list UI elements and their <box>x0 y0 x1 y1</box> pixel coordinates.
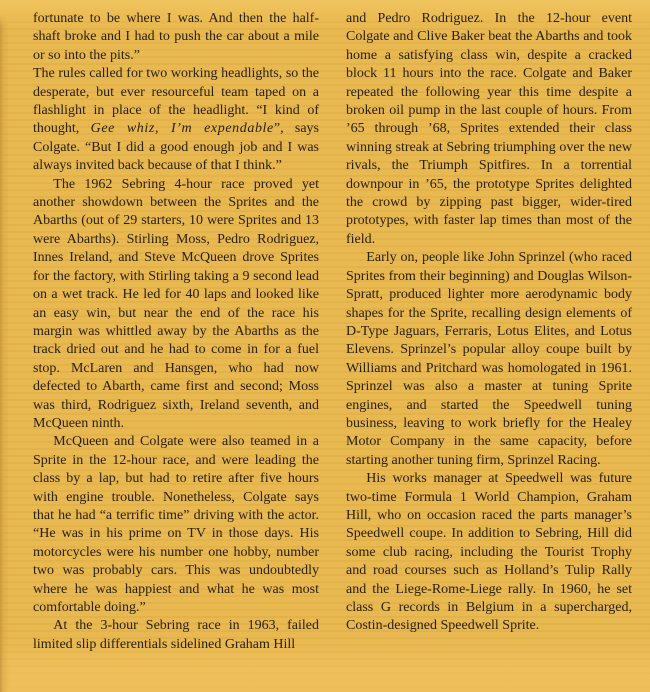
paragraph-continuation: fortunate to be where I was. And then the half-shaft broke and I had to push the car about a mile or so into the pits.” <box>33 11 319 63</box>
right-column <box>346 10 632 654</box>
paragraph: His works manager at Speedwell was future two-time Formula 1 World Champion, Graham Hill, who on occasion raced the parts manager’s Speedwell coupe. In addition to Sebring, Hill did some club racing, including the Tourist Trophy and road courses such as Holland’s Tulip Rally and the Liege-Rome-Liege rally. In 1960, he set class G records in Belgium in a supercharged, Costin-designed Speedwell Sprite. <box>346 471 632 634</box>
paragraph-continuation: and Pedro Rodriguez. In the 12-hour event Colgate and Clive Baker beat the Abarths and took home a satisfying class win, despite a cracked block 11 hours into the race. Colgate and Baker repeated the following year this time despite a broken oil pump in the last couple of hours. From ’65 through ’68, Sprites extended their class winning streak at Sebring triumphing over the new rivals, the Triumph Spitfires. In a torrential downpour in ’65, the prototype Sprites delighted the crowd by zipping past bigger, wider-tired prototypes, with faster lap times than most of the field. <box>346 11 632 247</box>
paragraph-text: The rules called for two working headlights, so the desperate, but ever resourceful team taped on a flashlight in place of the headlight. “I kind of thought, <box>33 66 319 137</box>
paragraph: The 1962 Sebring 4-hour race proved yet another showdown between the Sprites and the Abarths (out of 29 starters, 10 were Sprites and 13 were Abarths). Stirling Moss, Pedro Rodriguez, Innes Ireland, and Steve McQueen drove Sprites for the factory, with Stirling taking a 9 second lead on a wet track. He led for 40 laps and looked like an easy win, but near the end of the race his margin was whittled away by the Abarths as the track dried out and he had to come in for a fuel stop. McLaren and Hansgen, who had now defected to Abarth, came first and second; Moss was third, Rodriguez sixth, Ireland seventh, and McQueen ninth. <box>33 176 319 431</box>
two-column-layout <box>33 10 632 654</box>
paragraph: At the 3-hour Sebring race in 1963, failed limited slip differentials sidelined Graham Hill <box>33 618 319 652</box>
paragraph: McQueen and Colgate were also teamed in a Sprite in the 12-hour race, and were leading the class by a lap, but had to retire after five hours with engine trouble. Nonetheless, Colgate says that he had “a terrific time” driving with the actor. “He was in his prime on TV in those days. His motorcycles were his number one hobby, number two was probably cars. This was undoubtedly where he was happiest and what he was most comfortable doing.” <box>33 434 319 615</box>
paragraph: Early on, people like John Sprinzel (who raced Sprites from their beginning) and Douglas Wilson-Spratt, produced lighter more aerodynamic body shapes for the Sprite, recalling design elements of D-Type Jaguars, Ferraris, Lotus Elites, and Lotus Elevens. Sprinzel’s popular alloy coupe built by Williams and Pritchard was homologated in 1961. Sprinzel was also a master at tuning Sprite engines, and started the Speedwell tuning business, leaving to work briefly for the Healey Motor Company in the same capacity, before starting another tuning firm, Sprinzel Racing. <box>346 250 632 468</box>
italic-quote: Gee whiz, I’m expendable <box>90 121 274 137</box>
paragraph-text: ”, says Colgate. “But I did a good enough job and I was always invited back because of that I think.” <box>33 121 320 174</box>
paragraph <box>33 65 319 175</box>
left-column <box>33 10 319 654</box>
